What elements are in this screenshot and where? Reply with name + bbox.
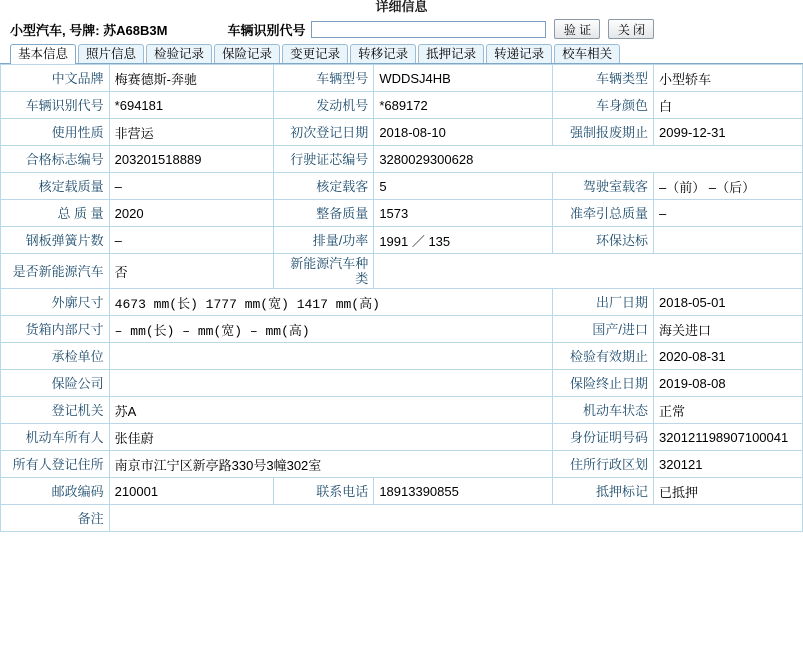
field-label-vehicle-status: 机动车状态 (553, 397, 654, 424)
table-row (1, 92, 803, 119)
field-label-body-color: 车身颜色 (553, 92, 654, 119)
field-value-brand: 梅赛德斯-奔驰 (109, 65, 273, 92)
table-row (1, 316, 803, 343)
field-label-owner-name: 机动车所有人 (1, 424, 110, 451)
table-row (1, 200, 803, 227)
field-value-body-color: 白 (654, 92, 803, 119)
field-label-registration-authority: 登记机关 (1, 397, 110, 424)
table-row (1, 397, 803, 424)
table-row (1, 424, 803, 451)
close-button[interactable]: 关 闭 (608, 19, 654, 39)
tab-school-bus[interactable]: 校车相关 (554, 44, 620, 63)
field-value-domestic-import: 海关进口 (654, 316, 803, 343)
field-value-displacement-power: 1991 ／ 135 (374, 227, 553, 254)
field-label-insurance-company: 保险公司 (1, 370, 110, 397)
field-value-qualification-no: 203201518889 (109, 146, 273, 173)
tab-change-records[interactable]: 变更记录 (282, 44, 348, 63)
table-row (1, 370, 803, 397)
table-row (1, 173, 803, 200)
table-row (1, 254, 803, 289)
field-label-rated-load: 核定载质量 (1, 173, 110, 200)
field-value-license-chip-no: 3280029300628 (374, 146, 803, 173)
field-label-scrap-deadline: 强制报废期止 (553, 119, 654, 146)
field-label-model: 车辆型号 (273, 65, 374, 92)
field-label-brand: 中文品牌 (1, 65, 110, 92)
field-label-curb-mass: 整备质量 (273, 200, 374, 227)
field-value-leaf-spring-count: – (109, 227, 273, 254)
table-row (1, 451, 803, 478)
table-row (1, 65, 803, 92)
field-label-license-chip-no: 行驶证芯编号 (273, 146, 374, 173)
field-label-is-new-energy: 是否新能源汽车 (1, 254, 110, 289)
field-label-inspection-unit: 承检单位 (1, 343, 110, 370)
field-label-id-number: 身份证明号码 (553, 424, 654, 451)
field-label-first-reg-date: 初次登记日期 (273, 119, 374, 146)
field-value-emission-standard (654, 227, 803, 254)
table-row (1, 289, 803, 316)
vehicle-plate-text: 小型汽车, 号牌: 苏A68B3M (10, 22, 168, 38)
field-value-model: WDDSJ4HB (374, 65, 553, 92)
field-value-owner-name: 张佳蔚 (109, 424, 553, 451)
field-label-rated-passengers: 核定载客 (273, 173, 374, 200)
field-value-new-energy-type (374, 254, 803, 289)
verify-button[interactable]: 验 证 (554, 19, 600, 39)
field-value-mortgage-mark: 已抵押 (654, 478, 803, 505)
table-row (1, 119, 803, 146)
table-row (1, 505, 803, 532)
field-value-insurance-company (109, 370, 553, 397)
field-label-displacement-power: 排量/功率 (273, 227, 374, 254)
field-label-towing-mass: 准牵引总质量 (553, 200, 654, 227)
field-value-inspection-valid-until: 2020-08-31 (654, 343, 803, 370)
field-value-note (109, 505, 802, 532)
field-label-contact-phone: 联系电话 (273, 478, 374, 505)
table-row (1, 146, 803, 173)
field-label-inspection-valid-until: 检验有效期止 (553, 343, 654, 370)
tab-mortgage-records[interactable]: 抵押记录 (418, 44, 484, 63)
field-value-inspection-unit (109, 343, 553, 370)
vin-input[interactable] (311, 21, 546, 38)
field-value-insurance-end-date: 2019-08-08 (654, 370, 803, 397)
field-value-gross-mass: 2020 (109, 200, 273, 227)
field-value-is-new-energy: 否 (109, 254, 273, 289)
field-value-scrap-deadline: 2099-12-31 (654, 119, 803, 146)
field-label-leaf-spring-count: 钢板弹簧片数 (1, 227, 110, 254)
tab-insurance-records[interactable]: 保险记录 (214, 44, 280, 63)
tab-basic-info[interactable]: 基本信息 (10, 44, 76, 64)
field-label-cab-passengers: 驾驶室载客 (553, 173, 654, 200)
field-label-owner-address: 所有人登记住所 (1, 451, 110, 478)
field-label-address-district-code: 住所行政区划 (553, 451, 654, 478)
field-label-gross-mass: 总 质 量 (1, 200, 110, 227)
field-label-qualification-no: 合格标志编号 (1, 146, 110, 173)
vehicle-info-grid (0, 64, 803, 532)
field-value-vehicle-type: 小型轿车 (654, 65, 803, 92)
field-label-domestic-import: 国产/进口 (553, 316, 654, 343)
field-value-postal-code: 210001 (109, 478, 273, 505)
field-label-vin: 车辆识别代号 (1, 92, 110, 119)
field-label-emission-standard: 环保达标 (553, 227, 654, 254)
field-value-contact-phone: 18913390855 (374, 478, 553, 505)
field-label-vehicle-type: 车辆类型 (553, 65, 654, 92)
field-value-overall-dimensions: 4673 mm(长) 1777 mm(宽) 1417 mm(高) (109, 289, 553, 316)
field-label-postal-code: 邮政编码 (1, 478, 110, 505)
field-value-towing-mass: – (654, 200, 803, 227)
tab-inspection-records[interactable]: 检验记录 (146, 44, 212, 63)
field-value-cargo-dimensions: – mm(长) – mm(宽) – mm(高) (109, 316, 553, 343)
field-value-address-district-code: 320121 (654, 451, 803, 478)
field-value-owner-address: 南京市江宁区新亭路330号3幢302室 (109, 451, 553, 478)
field-value-first-reg-date: 2018-08-10 (374, 119, 553, 146)
tab-photo-info[interactable]: 照片信息 (78, 44, 144, 63)
field-value-cab-passengers: –（前） –（后） (654, 173, 803, 200)
field-label-new-energy-type: 新能源汽车种类 (273, 254, 374, 289)
field-value-curb-mass: 1573 (374, 200, 553, 227)
field-label-engine-no: 发动机号 (273, 92, 374, 119)
table-row (1, 478, 803, 505)
field-label-insurance-end-date: 保险终止日期 (553, 370, 654, 397)
tab-strip (0, 42, 803, 64)
tab-delivery-records[interactable]: 转递记录 (486, 44, 552, 63)
field-label-overall-dimensions: 外廓尺寸 (1, 289, 110, 316)
field-value-rated-load: – (109, 173, 273, 200)
field-value-usage: 非营运 (109, 119, 273, 146)
field-label-manufacture-date: 出厂日期 (553, 289, 654, 316)
field-value-registration-authority: 苏A (109, 397, 553, 424)
table-row (1, 227, 803, 254)
field-label-note: 备注 (1, 505, 110, 532)
field-value-vehicle-status: 正常 (654, 397, 803, 424)
field-label-mortgage-mark: 抵押标记 (553, 478, 654, 505)
top-toolbar (0, 16, 803, 42)
window-title: 详细信息 (0, 0, 803, 16)
field-label-usage: 使用性质 (1, 119, 110, 146)
table-row (1, 343, 803, 370)
field-label-cargo-dimensions: 货箱内部尺寸 (1, 316, 110, 343)
field-value-vin: *694181 (109, 92, 273, 119)
field-value-id-number: 320121198907100041 (654, 424, 803, 451)
field-value-engine-no: *689172 (374, 92, 553, 119)
field-value-manufacture-date: 2018-05-01 (654, 289, 803, 316)
tab-transfer-records[interactable]: 转移记录 (350, 44, 416, 63)
field-value-rated-passengers: 5 (374, 173, 553, 200)
vin-label: 车辆识别代号 (227, 22, 306, 38)
